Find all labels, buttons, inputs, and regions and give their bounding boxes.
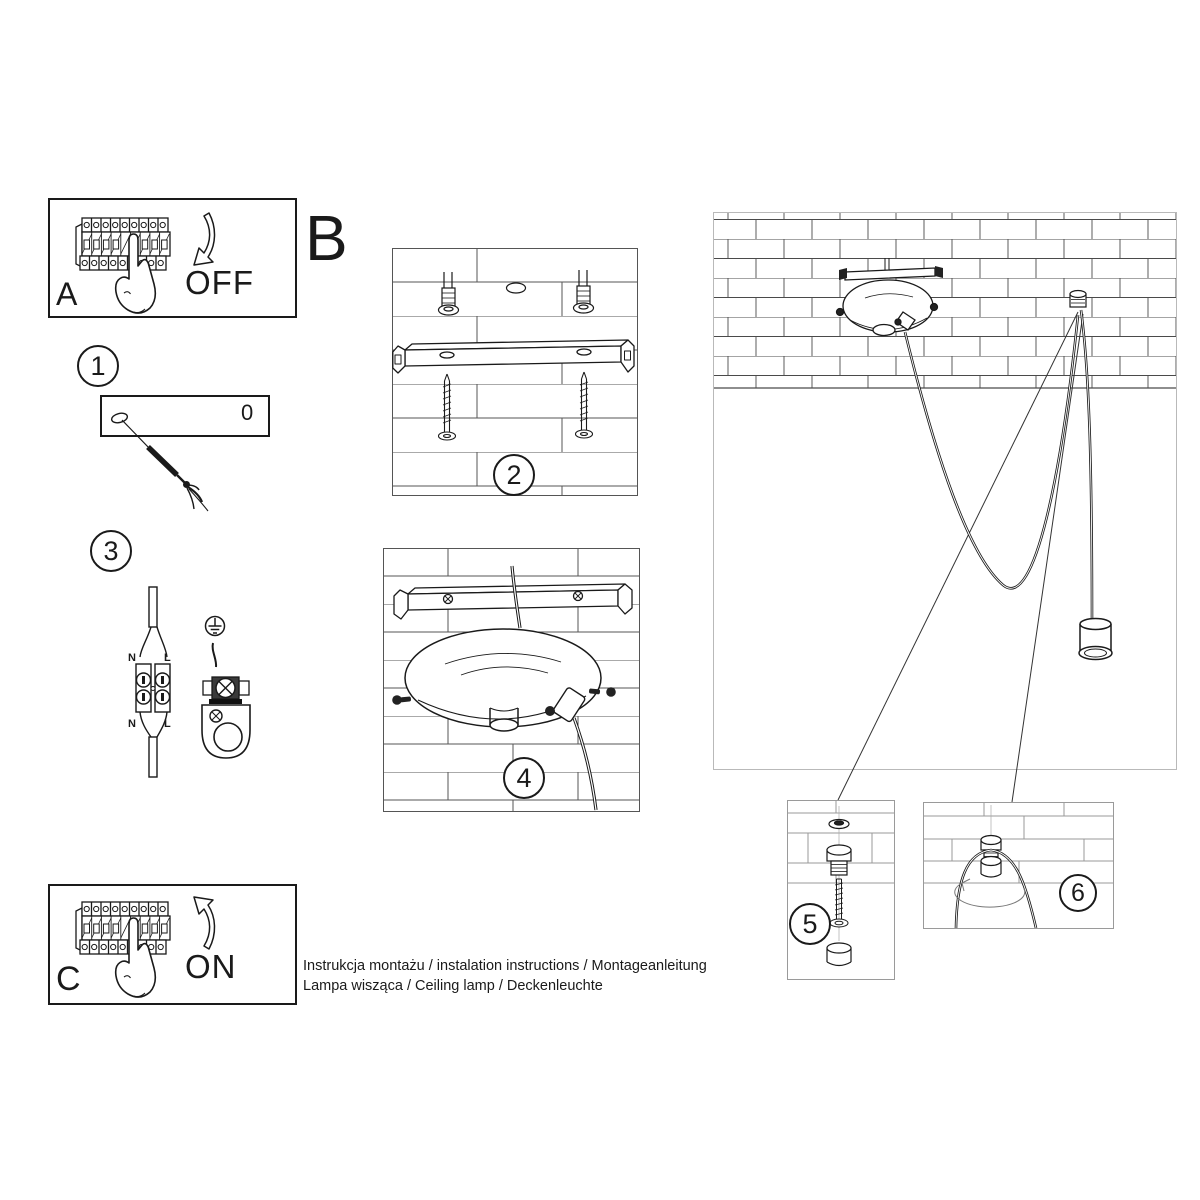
ground-symbol-icon: [206, 617, 225, 636]
arrow-down-icon: [185, 207, 221, 271]
step-2-badge: [493, 454, 535, 496]
hook-cap: [827, 845, 851, 875]
mains-wire-top: [149, 587, 157, 627]
footer: [303, 957, 707, 996]
label-l-bottom: L: [164, 718, 171, 730]
label-l-top: L: [164, 652, 171, 664]
terminal-block-left: [136, 664, 151, 712]
panel-c-power-on: [48, 884, 297, 1005]
step-4-number: 4: [516, 762, 532, 793]
on-label: ON: [185, 948, 237, 985]
off-label: OFF: [185, 264, 254, 301]
stripped-wire-ends: [184, 482, 209, 512]
hand-press-icon: [112, 232, 162, 318]
step-4-badge: [503, 757, 545, 799]
step-6-number: 6: [1071, 878, 1085, 907]
mains-wire-bottom: [149, 737, 157, 777]
ground-wire: [213, 643, 217, 667]
step-1-badge: [77, 345, 119, 387]
label-n-bottom: N: [128, 718, 136, 730]
step-5-number: 5: [802, 908, 818, 939]
footer-line-1: Instrukcja montażu / instalation instructions / Montageanleitung: [303, 958, 707, 974]
step-1-number: 1: [90, 350, 106, 381]
hand-press-icon: [112, 916, 162, 1005]
step-5-drawing: [788, 801, 894, 979]
ceiling-hook: [1070, 291, 1086, 308]
brick-wall: [714, 213, 1176, 388]
step-3-badge: [90, 530, 132, 572]
terminal-block-right: [155, 664, 170, 712]
footer-line-2: Lampa wisząca / Ceiling lamp / Deckenleuchte: [303, 977, 603, 994]
section-b-label: B: [305, 202, 348, 274]
arrow-up-icon: [185, 891, 221, 955]
bracket-hole-label: 0: [241, 400, 254, 425]
section-a-label: A: [56, 276, 78, 312]
step-5-detail: [787, 800, 895, 980]
label-n-top: N: [128, 652, 136, 664]
cover-cylinder: [827, 943, 851, 966]
ceiling-cable-hole: [507, 283, 526, 293]
wall-plug: [829, 820, 849, 829]
wiring-diagram: [120, 575, 265, 790]
step-6-badge: [1059, 874, 1097, 912]
cover-cylinder: [981, 857, 1001, 878]
power-cable-through-bracket: [95, 405, 245, 530]
step-2-number: 2: [506, 459, 522, 490]
ground-clamp: [202, 677, 250, 758]
section-c-label: C: [56, 960, 81, 998]
step-3-number: 3: [103, 535, 119, 566]
step-5-badge: [789, 903, 831, 945]
panel-a-power-off: [48, 198, 297, 318]
